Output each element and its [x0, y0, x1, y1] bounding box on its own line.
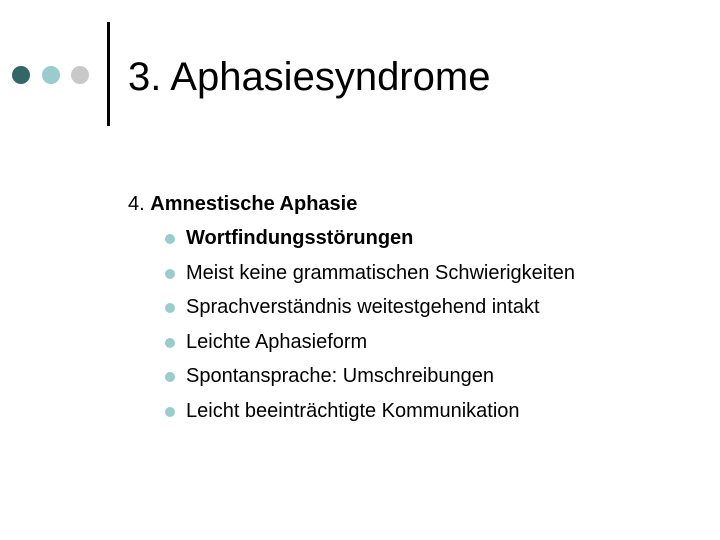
- section-heading-label: Amnestische Aphasie: [150, 193, 358, 215]
- bullet-item: [162, 328, 708, 363]
- bullet-dot-icon: [165, 303, 175, 313]
- bullet-dot-icon: [165, 372, 175, 382]
- bullet-item: [162, 293, 708, 328]
- bullet-text: Sprachverständnis weitestgehend intakt: [186, 296, 540, 318]
- bullet-item: [162, 362, 708, 397]
- bullet-text: Wortfindungsstörungen: [186, 227, 414, 249]
- section-heading: [128, 190, 708, 220]
- bullet-dot-icon: [165, 234, 175, 244]
- slide-content: [128, 190, 708, 431]
- bullet-text: Spontansprache: Umschreibungen: [186, 365, 494, 387]
- slide-title: 3. Aphasiesyndrome: [128, 55, 491, 99]
- bullet-dot-icon: [165, 269, 175, 279]
- bullet-text: Leichte Aphasieform: [186, 330, 368, 353]
- bullet-item: [162, 397, 708, 432]
- bullet-text: Meist keine grammatischen Schwierigkeiten: [186, 261, 576, 284]
- dark-teal-dot-icon: [12, 66, 30, 84]
- decorative-dots: [12, 66, 96, 86]
- bullet-item: [162, 259, 708, 294]
- section-heading-number: 4.: [128, 193, 145, 215]
- bullet-dot-icon: [165, 338, 175, 348]
- gray-dot-icon: [71, 66, 89, 84]
- bullet-item: [162, 224, 708, 259]
- title-divider: [107, 22, 110, 126]
- bullet-text: Leicht beeinträchtigte Kommunikation: [186, 399, 520, 422]
- bullet-list: [128, 224, 708, 431]
- bullet-dot-icon: [165, 407, 175, 417]
- light-teal-dot-icon: [42, 66, 60, 84]
